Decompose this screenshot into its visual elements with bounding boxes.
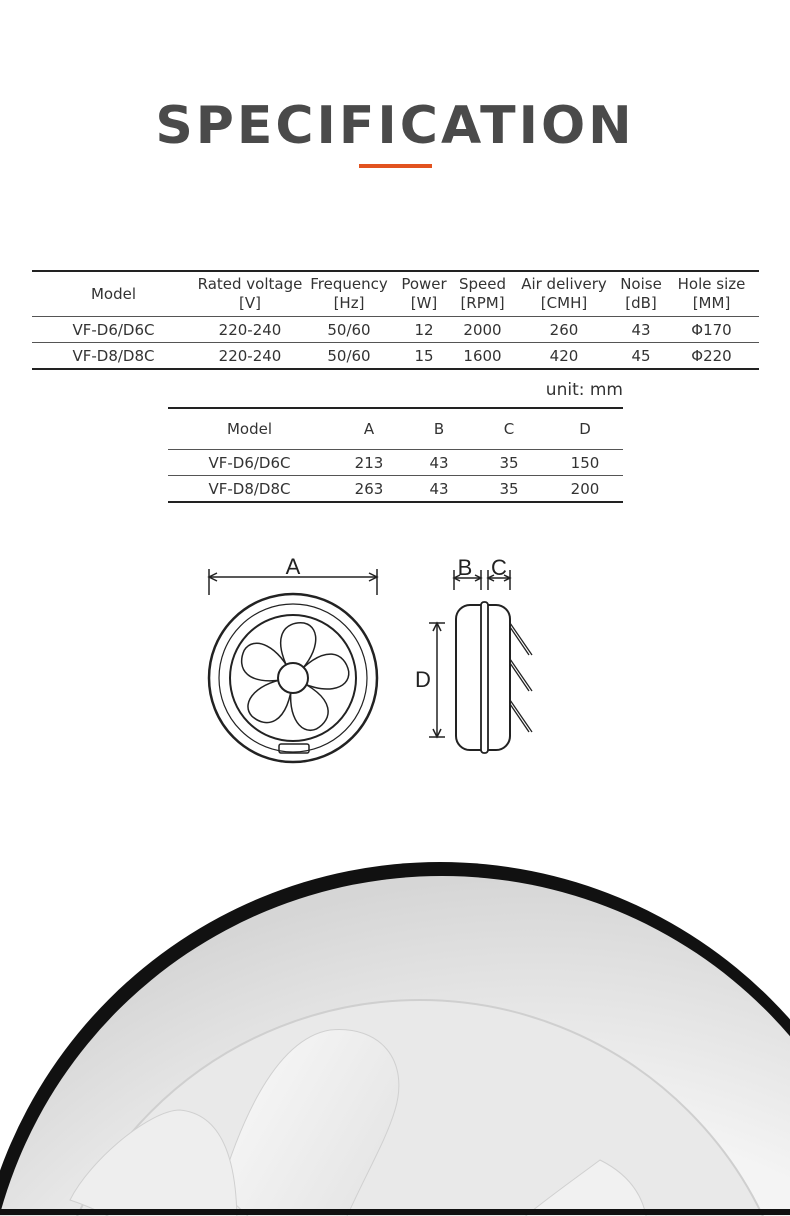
spec-cell-model: VF-D8/D8C [72,346,155,365]
dim-cell-b: 43 [407,450,471,476]
spec-header-speed: Speed [RPM] [455,271,510,317]
spec-cell-power: 12 [393,317,455,343]
spec-header-air-delivery: Air delivery [CMH] [510,271,618,317]
spec-cell-frequency: 50/60 [327,346,371,365]
spec-cell-voltage: 220-240 [218,346,282,365]
dim-cell-b: 43 [429,479,449,498]
spec-cell-voltage: 220-240 [195,317,305,343]
spec-cell-speed: 1600 [463,346,502,365]
fan-flange [481,602,488,753]
dim-header-b: B [407,408,471,450]
fan-product-photo [0,860,790,1216]
spec-cell-air-delivery: 420 [549,346,579,365]
dimension-label-b: B [457,555,473,580]
spec-table [32,270,759,370]
spec-cell-speed: 2000 [455,317,510,343]
spec-header-voltage: Rated voltage [V] [195,271,305,317]
spec-cell-hole-size: Φ220 [691,346,732,365]
fan-hub [278,663,308,693]
spec-header-frequency: Frequency [Hz] [305,271,393,317]
dimension-label-d: D [415,667,431,692]
table-row [32,317,759,343]
spec-cell-frequency: 50/60 [305,317,393,343]
fan-front-view-diagram [190,545,400,770]
dimension-header-row [168,408,623,450]
spec-header-noise: Noise [dB] [618,271,664,317]
dim-cell-model: VF-D6/D6C [168,450,331,476]
dimension-unit-label: unit: mm [545,380,623,400]
dim-cell-d: 200 [570,479,600,498]
table-row [168,450,623,476]
spec-header-model: Model [32,271,195,317]
dim-header-a: A [331,408,407,450]
dim-cell-c: 35 [471,450,547,476]
spec-cell-model: VF-D6/D6C [32,317,195,343]
dimension-table [168,407,623,503]
dim-header-model: Model [168,408,331,450]
dimension-label-c: C [491,555,507,580]
louver-wires [510,623,532,732]
dim-cell-a: 263 [354,479,384,498]
spec-cell-power: 15 [414,346,434,365]
dim-cell-d: 150 [547,450,623,476]
table-row [168,476,623,503]
table-row [32,343,759,370]
spec-cell-noise: 45 [631,346,651,365]
spec-cell-air-delivery: 260 [510,317,618,343]
spec-cell-hole-size: Φ170 [664,317,759,343]
spec-header-row [32,271,759,317]
page-title: SPECIFICATION [155,96,635,156]
fan-side-view-diagram [405,545,555,770]
title-underline [359,164,432,168]
dim-header-d: D [547,408,623,450]
spec-header-hole-size: Hole size [MM] [664,271,759,317]
dim-header-c: C [471,408,547,450]
dim-cell-model: VF-D8/D8C [208,479,291,498]
spec-header-power: Power [W] [393,271,455,317]
spec-cell-noise: 43 [618,317,664,343]
dimension-label-a: A [285,554,301,579]
dim-cell-c: 35 [499,479,519,498]
dim-cell-a: 213 [331,450,407,476]
